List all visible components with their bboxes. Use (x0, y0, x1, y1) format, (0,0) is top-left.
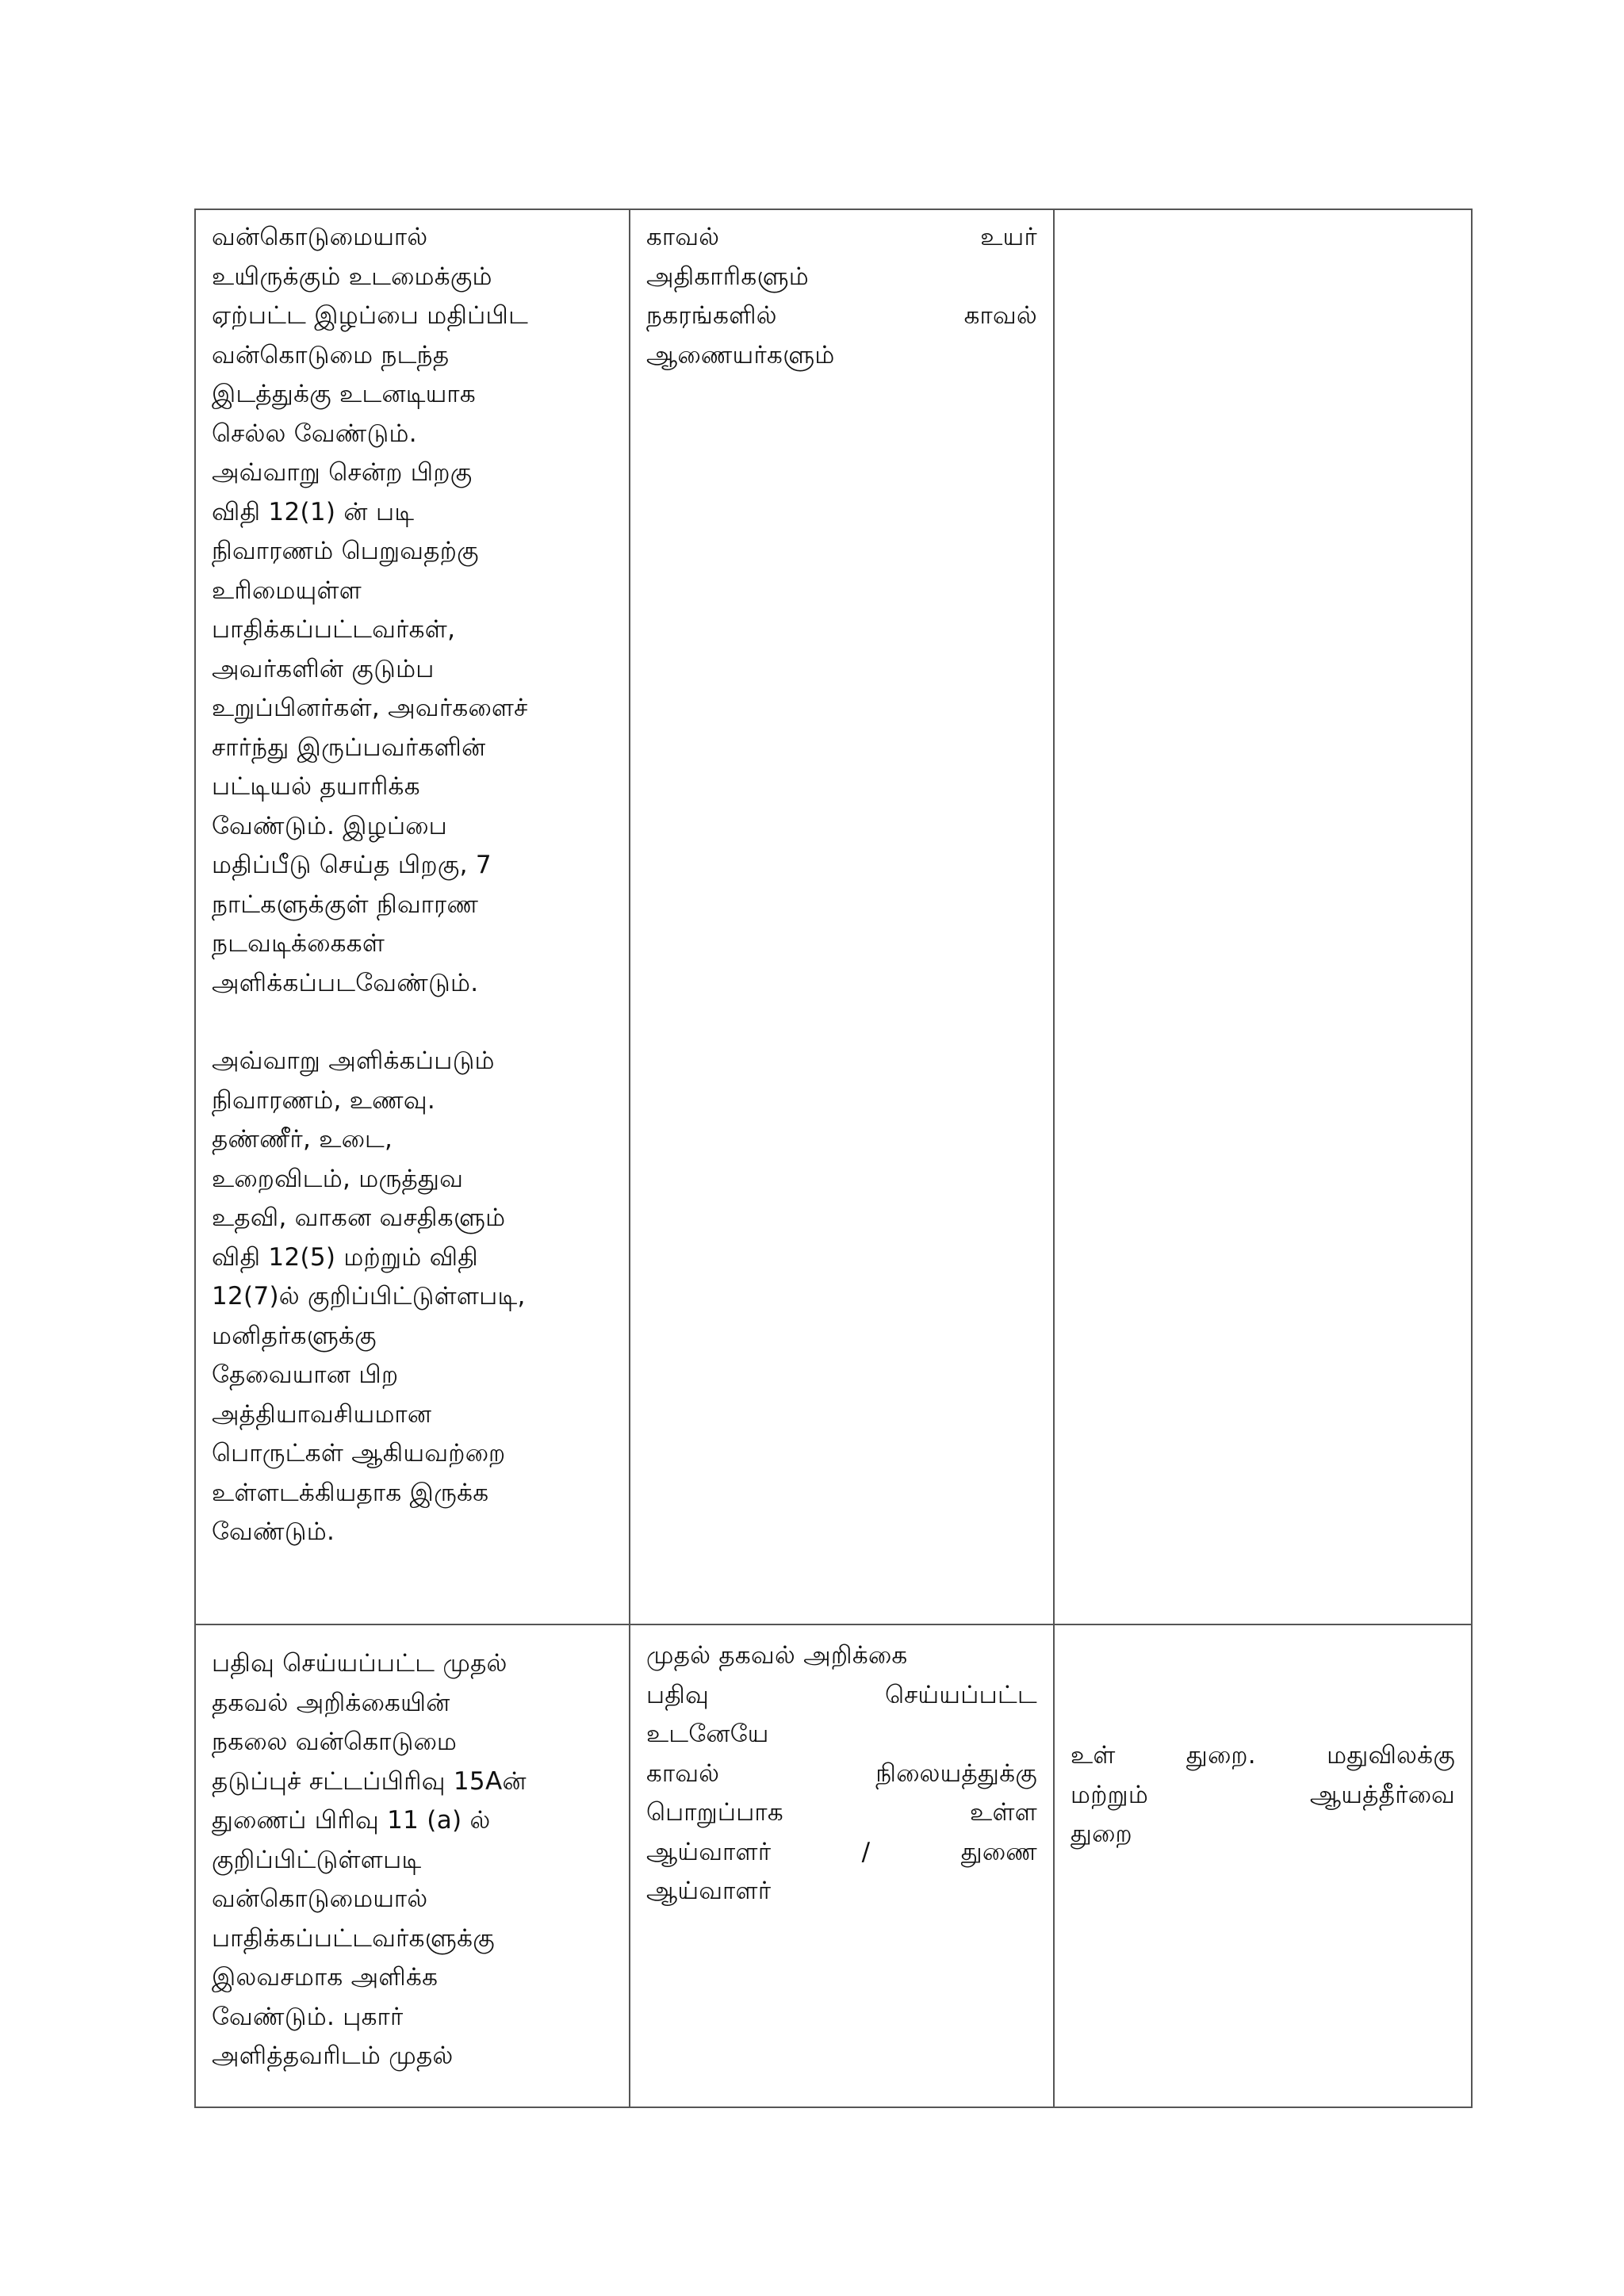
text-line: பொருட்கள் ஆகியவற்றை (212, 1439, 506, 1468)
row2-department-cell (1054, 1624, 1472, 2107)
text-line: பாதிக்கப்பட்டவர்கள், (212, 615, 456, 644)
text-line (646, 1833, 1037, 1873)
text-line (646, 218, 1037, 258)
text-line: வேண்டும். இழப்பை (212, 811, 448, 840)
text-line: நகலை வன்கொடுமை (212, 1728, 458, 1756)
text-line (646, 1793, 1037, 1833)
text-line: அத்தியாவசியமான (212, 1399, 432, 1429)
text-line: விதி 12(1) ன் படி (212, 497, 415, 526)
text-line: உயிருக்கும் உடமைக்கும் (212, 262, 492, 291)
text-line (646, 297, 1037, 336)
row2-action-cell (195, 1624, 630, 2107)
text-line: நடவடிக்கைகள் (212, 929, 385, 958)
text-line: உடனேயே (646, 1720, 769, 1748)
text-line: மனிதர்களுக்கு (212, 1321, 377, 1350)
text-line: துணைப் பிரிவு 11 (a) ல் (212, 1806, 491, 1835)
row2-officer-cell (630, 1624, 1054, 2107)
text-line: நிவாரணம் பெறுவதற்கு (212, 537, 479, 565)
text-line (646, 1755, 1037, 1794)
text-line: வன்கொடுமையால் (212, 1885, 428, 1913)
word: உள்ள (970, 1798, 1037, 1827)
word: பதிவு (646, 1680, 710, 1709)
word: மதுவிலக்கு (1327, 1741, 1455, 1770)
text-line: முதல் தகவல் அறிக்கை (646, 1641, 908, 1670)
text-line: அளித்தவரிடம் முதல் (212, 2042, 454, 2070)
text-line: வேண்டும். (212, 1517, 335, 1546)
row1-department-cell (1054, 209, 1472, 1624)
word: நிலையத்துக்கு (875, 1758, 1037, 1788)
document-table (194, 209, 1473, 2108)
word: ஆயத்தீர்வை (1309, 1780, 1455, 1809)
text-line: குறிப்பிட்டுள்ளபடி (212, 1845, 422, 1874)
word: செய்யப்பட்ட (884, 1680, 1037, 1709)
text-line: வன்கொடுமையால் (212, 223, 428, 251)
text-line: அவ்வாறு சென்ற பிறகு (212, 458, 473, 487)
word: காவல் (963, 301, 1037, 330)
word: காவல் (646, 223, 720, 251)
text-line: தகவல் அறிக்கையின் (212, 1688, 450, 1717)
text-line (646, 1676, 1037, 1716)
word: துறை. (1185, 1741, 1256, 1770)
text-line: விதி 12(5) மற்றும் விதி (212, 1242, 478, 1272)
word: பொறுப்பாக (646, 1798, 783, 1827)
text-line: ஆணையர்களும் (646, 340, 835, 369)
word: உயர் (980, 223, 1037, 251)
text-line: ஆய்வாளர் (646, 1877, 772, 1905)
text-line: உறைவிடம், மருத்துவ (212, 1164, 464, 1193)
text-line: நிவாரணம், உணவு. (212, 1085, 436, 1115)
word: உள் (1071, 1741, 1116, 1770)
row1-action-para2 (212, 1042, 613, 1552)
text-line: உள்ளடக்கியதாக இருக்க (212, 1478, 489, 1507)
table-row (195, 209, 1472, 1624)
text-line: தேவையான பிற (212, 1360, 399, 1389)
text-line: பட்டியல் தயாரிக்க (212, 772, 420, 801)
text-line: அதிகாரிகளும் (646, 262, 810, 291)
text-line (1071, 1776, 1455, 1816)
table-row (195, 1624, 1472, 2107)
text-line: அவ்வாறு அளிக்கப்படும் (212, 1047, 495, 1075)
word: / (861, 1837, 871, 1866)
text-line: பதிவு செய்யப்பட்ட முதல் (212, 1649, 508, 1678)
text-line: தண்ணீர், உடை, (212, 1125, 393, 1154)
word: நகரங்களில் (646, 301, 777, 330)
text-line: துறை (1071, 1820, 1132, 1848)
text-line: நாட்களுக்குள் நிவாரண (212, 890, 479, 919)
word: மற்றும் (1071, 1780, 1149, 1809)
row1-action-para1 (212, 218, 613, 1003)
row1-action-cell (195, 209, 630, 1624)
word: காவல் (646, 1758, 720, 1788)
row1-officer-cell (630, 209, 1054, 1624)
text-line: அளிக்கப்படவேண்டும். (212, 968, 479, 997)
text-line: அவர்களின் குடும்ப (212, 654, 435, 683)
text-line: உறுப்பினர்கள், அவர்களைச் (212, 694, 528, 722)
text-line: செல்ல வேண்டும். (212, 419, 417, 448)
text-line: இலவசமாக அளிக்க (212, 1963, 439, 1992)
text-line: இடத்துக்கு உடனடியாக (212, 380, 476, 408)
text-line: பாதிக்கப்பட்டவர்களுக்கு (212, 1923, 495, 1953)
text-line: வேண்டும். புகார் (212, 2002, 404, 2031)
text-line: 12(7)ல் குறிப்பிட்டுள்ளபடி, (212, 1282, 526, 1311)
text-line (1071, 1736, 1455, 1776)
text-line: உரிமையுள்ள (212, 576, 362, 605)
text-line: சார்ந்து இருப்பவர்களின் (212, 733, 486, 762)
word: ஆய்வாளர் (646, 1837, 772, 1866)
text-line: ஏற்பட்ட இழப்பை மதிப்பிட (212, 301, 529, 330)
text-line: தடுப்புச் சட்டப்பிரிவு 15Aன் (212, 1766, 527, 1796)
text-line: வன்கொடுமை நடந்த (212, 340, 450, 369)
word: துணை (960, 1837, 1037, 1866)
text-line: மதிப்பீடு செய்த பிறகு, 7 (212, 851, 492, 879)
text-line: உதவி, வாகன வசதிகளும் (212, 1203, 506, 1232)
